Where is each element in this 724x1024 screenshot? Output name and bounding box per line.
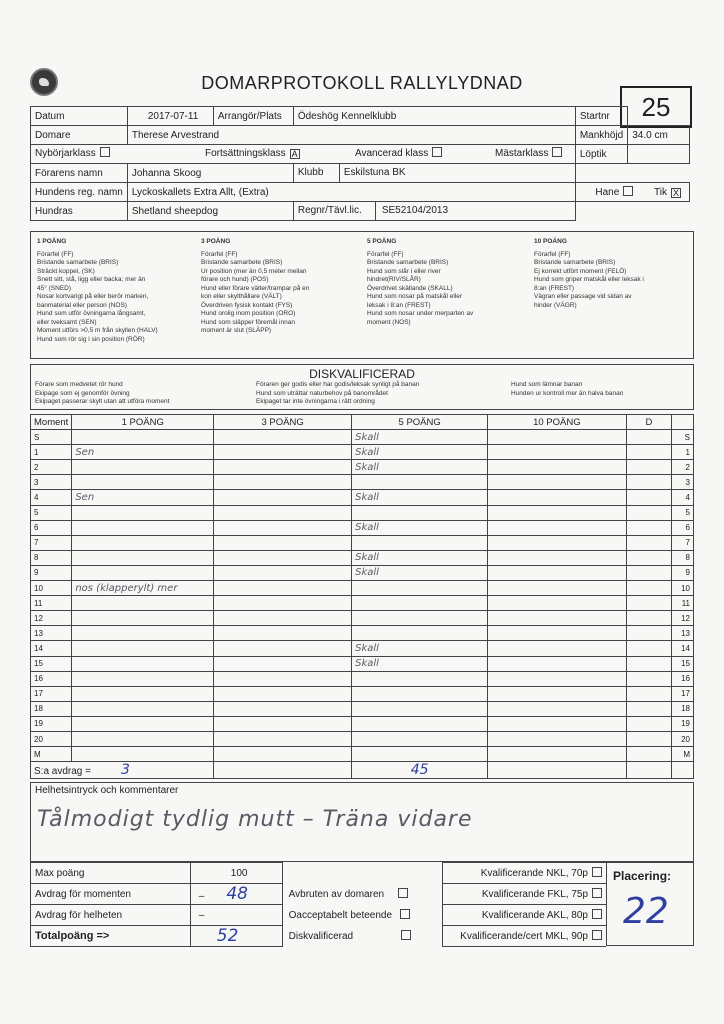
akl-checkbox[interactable] — [592, 909, 602, 919]
avancerad-label: Avancerad klass — [355, 148, 429, 159]
p5-cell[interactable]: Skall — [352, 445, 488, 460]
comments-label: Helhetsintryck och kommentarer — [35, 785, 179, 796]
table-row — [31, 656, 694, 671]
p10-cell[interactable] — [488, 671, 626, 686]
p3-cell[interactable] — [214, 641, 352, 656]
mkl-checkbox[interactable] — [592, 930, 602, 940]
table-row — [31, 505, 694, 520]
d-cell[interactable] — [626, 656, 672, 671]
comments-box — [30, 782, 694, 862]
p5-cell[interactable]: Skall — [352, 565, 488, 580]
p5-cell[interactable] — [352, 581, 488, 596]
table-row — [31, 520, 694, 535]
moment-number: 15 — [31, 656, 72, 671]
d-cell[interactable] — [626, 490, 672, 505]
p5-cell[interactable] — [352, 505, 488, 520]
hane-label: Hane — [595, 187, 620, 198]
table-row — [31, 731, 694, 746]
p3-cell[interactable] — [214, 656, 352, 671]
p5-cell[interactable]: Skall — [352, 460, 488, 475]
p10-cell[interactable] — [488, 716, 626, 731]
p5-cell[interactable] — [352, 671, 488, 686]
hundras-label: Hundras — [31, 202, 128, 221]
moment-number-right: 9 — [672, 565, 694, 580]
table-row — [31, 430, 694, 445]
p10-cell[interactable] — [488, 701, 626, 716]
d-cell[interactable] — [626, 626, 672, 641]
p1-cell[interactable]: nos (klapperylt) mer — [72, 581, 214, 596]
p5-cell[interactable] — [352, 535, 488, 550]
moment-number-right: 7 — [672, 535, 694, 550]
table-row — [31, 565, 694, 580]
moment-number-right: 11 — [672, 596, 694, 611]
avancerad-checkbox[interactable] — [432, 147, 442, 157]
table-row — [31, 596, 694, 611]
hane-checkbox[interactable] — [623, 186, 633, 196]
tot-value: 52 — [216, 926, 239, 946]
domare-value: Therese Arvestrand — [127, 126, 575, 145]
p10-cell[interactable] — [488, 626, 626, 641]
max-value: 100 — [190, 863, 282, 884]
sum-p1: 3 — [120, 762, 130, 779]
p10-header: 10 POÄNG — [488, 415, 626, 430]
nyborjar-label: Nybörjarklass — [35, 148, 96, 159]
table-row — [31, 550, 694, 565]
d-cell[interactable] — [626, 581, 672, 596]
loptik-label: Löptik — [575, 145, 627, 164]
p3-cell[interactable] — [214, 535, 352, 550]
mastar-label: Mästarklass — [495, 148, 549, 159]
table-row — [31, 460, 694, 475]
regnr-label: Regnr/Tävl.lic. — [294, 202, 376, 220]
p3-cell[interactable] — [214, 565, 352, 580]
placering-label: Placering: — [613, 869, 672, 883]
table-row — [31, 581, 694, 596]
moment-number-right: 17 — [672, 686, 694, 701]
avbruten-checkbox[interactable] — [398, 888, 408, 898]
tik-checkbox[interactable]: X — [672, 188, 679, 198]
moment-number-right: 12 — [672, 611, 694, 626]
mom-label: Avdrag för momenten — [31, 884, 191, 905]
p3-cell[interactable] — [214, 430, 352, 445]
avbruten-label: Avbruten av domaren — [288, 889, 385, 900]
page-title: DOMARPROTOKOLL RALLYLYDNAD — [201, 73, 523, 93]
p5-cell[interactable] — [352, 747, 488, 762]
moment-number: 8 — [31, 550, 72, 565]
d-cell[interactable] — [626, 716, 672, 731]
d-cell[interactable] — [626, 611, 672, 626]
moment-number: 16 — [31, 671, 72, 686]
table-row — [31, 475, 694, 490]
p1-cell[interactable] — [72, 716, 214, 731]
p10-cell[interactable] — [488, 490, 626, 505]
p5-cell[interactable]: Skall — [352, 641, 488, 656]
points-3-column: 3 POÄNG Förarfel (FF) Bristande samarbete (BRIS) Ur position (mer än 0,5 meter mellan förare och hund) (POS) Hund eller förare välter/trampar på en kon eller skylthållare (VÄLT) Överdriven fysisk kontakt (FYS) Hund orolig inom position (ORO) Hund som släpper föremål innan moment är slut (SLÄPP) — [201, 238, 310, 334]
moment-number-right: 18 — [672, 701, 694, 716]
p5-cell[interactable] — [352, 731, 488, 746]
moment-number-right: 20 — [672, 731, 694, 746]
moment-number-right: 5 — [672, 505, 694, 520]
p1-cell[interactable] — [72, 565, 214, 580]
p3-cell[interactable] — [214, 701, 352, 716]
p10-cell[interactable] — [488, 747, 626, 762]
d-cell[interactable] — [626, 671, 672, 686]
p1-cell[interactable] — [72, 596, 214, 611]
p3-cell[interactable] — [214, 611, 352, 626]
mastar-checkbox[interactable] — [552, 147, 562, 157]
p1-cell[interactable]: Sen — [72, 490, 214, 505]
table-row — [31, 701, 694, 716]
moment-number: 11 — [31, 596, 72, 611]
disk-checkbox[interactable] — [401, 930, 411, 940]
table-row — [31, 671, 694, 686]
moment-number-right: 6 — [672, 520, 694, 535]
nkl-checkbox[interactable] — [592, 867, 602, 877]
disk-col-1: Förare som medvetet rör hund Ekipage som ej genomför övning Ekipaget passerar skylt utan att utföra moment — [35, 381, 170, 405]
p1-cell[interactable] — [72, 535, 214, 550]
table-row — [31, 445, 694, 460]
p1-cell[interactable] — [72, 671, 214, 686]
moment-number: 1 — [31, 445, 72, 460]
moment-number-right: 13 — [672, 626, 694, 641]
p1-cell[interactable] — [72, 731, 214, 746]
moment-number-right: 8 — [672, 550, 694, 565]
moment-number: 6 — [31, 520, 72, 535]
sum-row — [31, 762, 694, 779]
header-table — [30, 106, 690, 221]
sum-label: S:a avdrag = — [34, 766, 91, 778]
points-10-column: 10 POÄNG Förarfel (FF) Bristande samarbete (BRIS) Ej korrekt utfört moment (FELÖ) Hund som griper matskål eller leksak i 8:an (FREST) Vägran eller passage vid sidan av hinder (VÄGR) — [534, 238, 644, 309]
p5-cell[interactable]: Skall — [352, 520, 488, 535]
mankhojd-value: 34.0 cm — [628, 126, 690, 145]
moment-number: S — [31, 430, 72, 445]
oacc-checkbox[interactable] — [400, 909, 410, 919]
p1-cell[interactable] — [72, 611, 214, 626]
p3-cell[interactable] — [214, 671, 352, 686]
moment-number: 14 — [31, 641, 72, 656]
moment-number-right: 10 — [672, 581, 694, 596]
p10-cell[interactable] — [488, 445, 626, 460]
comments-text: Tålmodigt tydlig mutt – Träna vidare — [37, 807, 473, 832]
p10-cell[interactable] — [488, 565, 626, 580]
hundras-value: Shetland sheepdog — [127, 202, 293, 221]
moment-number-right: 4 — [672, 490, 694, 505]
hund-value: Lyckoskallets Extra Allt, (Extra) — [127, 183, 575, 202]
table-row — [31, 747, 694, 762]
fkl-checkbox[interactable] — [592, 888, 602, 898]
table-row — [31, 686, 694, 701]
d-cell[interactable] — [626, 731, 672, 746]
mankhojd-label: Mankhöjd — [575, 126, 627, 145]
p5-cell[interactable]: Skall — [352, 430, 488, 445]
p5-cell[interactable]: Skall — [352, 550, 488, 565]
p3-cell[interactable] — [214, 445, 352, 460]
moment-number: 18 — [31, 701, 72, 716]
p10-cell[interactable] — [488, 641, 626, 656]
moment-number: 4 — [31, 490, 72, 505]
moment-number: 3 — [31, 475, 72, 490]
d-cell[interactable] — [626, 565, 672, 580]
startnr-value: 25 — [620, 86, 692, 128]
p1-cell[interactable] — [72, 520, 214, 535]
moment-number-right: 2 — [672, 460, 694, 475]
arrangor-value: Ödeshög Kennelklubb — [293, 107, 575, 126]
hund-label: Hundens reg. namn — [31, 183, 128, 202]
p1-cell[interactable] — [72, 686, 214, 701]
p1-header: 1 POÄNG — [72, 415, 214, 430]
table-row — [31, 641, 694, 656]
p10-cell[interactable] — [488, 460, 626, 475]
p5-cell[interactable] — [352, 475, 488, 490]
d-cell[interactable] — [626, 596, 672, 611]
hel-dash: – — [190, 905, 282, 926]
datum-value: 2017-07-11 — [127, 107, 213, 126]
p3-cell[interactable] — [214, 716, 352, 731]
klubb-label: Klubb — [294, 164, 340, 182]
p10-cell[interactable] — [488, 596, 626, 611]
placering-value: 22 — [623, 891, 669, 932]
moment-number-right: 15 — [672, 656, 694, 671]
d-cell[interactable] — [626, 686, 672, 701]
arrangor-label: Arrangör/Plats — [213, 107, 293, 126]
p5-cell[interactable] — [352, 611, 488, 626]
disk-label: Diskvalificerad — [288, 931, 354, 942]
klubb-value: Eskilstuna BK — [343, 167, 406, 178]
d-cell[interactable] — [626, 535, 672, 550]
moment-number: 5 — [31, 505, 72, 520]
moment-number: 19 — [31, 716, 72, 731]
forare-value: Johanna Skoog — [127, 164, 293, 183]
p1-cell[interactable] — [72, 641, 214, 656]
d-cell[interactable] — [626, 475, 672, 490]
p3-cell[interactable] — [214, 596, 352, 611]
p10-cell[interactable] — [488, 686, 626, 701]
p10-cell[interactable] — [488, 731, 626, 746]
table-row — [31, 626, 694, 641]
d-cell[interactable] — [626, 445, 672, 460]
p1-cell[interactable] — [72, 701, 214, 716]
p3-cell[interactable] — [214, 731, 352, 746]
d-cell[interactable] — [626, 460, 672, 475]
p5-cell[interactable]: Skall — [352, 656, 488, 671]
moment-number: 10 — [31, 581, 72, 596]
moment-number: 20 — [31, 731, 72, 746]
moment-number: 13 — [31, 626, 72, 641]
p3-cell[interactable] — [214, 460, 352, 475]
sum-p5: 45 — [410, 762, 429, 779]
fortsattning-checkbox[interactable]: A — [291, 149, 298, 159]
totals-table — [30, 862, 606, 947]
moment-number-right: 3 — [672, 475, 694, 490]
p1-cell[interactable] — [72, 505, 214, 520]
p1-cell[interactable] — [72, 747, 214, 762]
moment-number: 2 — [31, 460, 72, 475]
moment-number-right: 14 — [672, 641, 694, 656]
loptik-value — [628, 145, 690, 164]
moment-number-right: 19 — [672, 716, 694, 731]
p1-cell[interactable] — [72, 475, 214, 490]
p3-cell[interactable] — [214, 686, 352, 701]
p1-cell[interactable] — [72, 626, 214, 641]
p5-cell[interactable]: Skall — [352, 490, 488, 505]
p5-cell[interactable] — [352, 686, 488, 701]
p10-cell[interactable] — [488, 535, 626, 550]
disk-box — [30, 364, 694, 410]
domare-label: Domare — [31, 126, 128, 145]
placering-box — [606, 862, 694, 946]
moment-number-right: S — [672, 430, 694, 445]
fkl-label: Kvalificerande FKL, 75p — [481, 889, 588, 900]
p10-cell[interactable] — [488, 520, 626, 535]
p5-cell[interactable] — [352, 701, 488, 716]
nkl-label: Kvalificerande NKL, 70p — [480, 868, 588, 879]
moment-number-right: M — [672, 747, 694, 762]
forare-label: Förarens namn — [31, 164, 128, 183]
p3-cell[interactable] — [214, 520, 352, 535]
moment-header: Moment — [31, 415, 72, 430]
moment-number: 9 — [31, 565, 72, 580]
p3-cell[interactable] — [214, 505, 352, 520]
tik-label: Tik — [654, 187, 667, 198]
datum-label: Datum — [31, 107, 128, 126]
tot-label: Totalpoäng => — [31, 926, 191, 947]
p3-cell[interactable] — [214, 626, 352, 641]
points-box — [30, 231, 694, 359]
d-cell[interactable] — [626, 430, 672, 445]
moment-number-right: 16 — [672, 671, 694, 686]
p5-cell[interactable] — [352, 596, 488, 611]
table-row — [31, 490, 694, 505]
mom-value: 48 — [226, 884, 248, 904]
d-cell[interactable] — [626, 505, 672, 520]
hel-label: Avdrag för helheten — [31, 905, 191, 926]
nyborjar-checkbox[interactable] — [100, 147, 110, 157]
moment-number: 12 — [31, 611, 72, 626]
table-row — [31, 611, 694, 626]
points-5-column: 5 POÄNG Förarfel (FF) Bristande samarbete (BRIS) Hund som slår i eller river hindret(RIV/SLÅR) Överdrivet skällande (SKALL) Hund som nosar på matskål eller leksak i 8:an (FREST) Hund som nosar under merparten av moment (NOS) — [367, 238, 474, 326]
d-cell[interactable] — [626, 641, 672, 656]
p10-cell[interactable] — [488, 430, 626, 445]
d-cell[interactable] — [626, 520, 672, 535]
p3-cell[interactable] — [214, 490, 352, 505]
disk-title: DISKVALIFICERAD — [309, 367, 415, 381]
p10-cell[interactable] — [488, 475, 626, 490]
p1-cell[interactable] — [72, 430, 214, 445]
p10-cell[interactable] — [488, 505, 626, 520]
fortsattning-label: Fortsättningsklass — [205, 148, 286, 159]
p10-cell[interactable] — [488, 550, 626, 565]
p1-cell[interactable] — [72, 550, 214, 565]
max-label: Max poäng — [31, 863, 191, 884]
oacc-label: Oacceptabelt beteende — [288, 910, 393, 921]
p1-cell[interactable]: Sen — [72, 445, 214, 460]
p3-cell[interactable] — [214, 581, 352, 596]
d-cell[interactable] — [626, 701, 672, 716]
table-row — [31, 535, 694, 550]
p3-cell[interactable] — [214, 747, 352, 762]
p5-cell[interactable] — [352, 626, 488, 641]
moment-number-right: 1 — [672, 445, 694, 460]
moment-number: 17 — [31, 686, 72, 701]
startnr-label: Startnr — [575, 107, 627, 126]
p1-cell[interactable] — [72, 460, 214, 475]
p5-header: 5 POÄNG — [352, 415, 488, 430]
p3-header: 3 POÄNG — [214, 415, 352, 430]
akl-label: Kvalificerande AKL, 80p — [481, 910, 588, 921]
moment-table — [30, 414, 694, 779]
moment-number: 7 — [31, 535, 72, 550]
p5-cell[interactable] — [352, 716, 488, 731]
p10-cell[interactable] — [488, 611, 626, 626]
moment-number: M — [31, 747, 72, 762]
p10-cell[interactable] — [488, 656, 626, 671]
regnr-value: SE52104/2013 — [381, 205, 449, 216]
points-1-column: 1 POÄNG Förarfel (FF) Bristande samarbete (BRIS) Sträckt koppel, (SK) Snett sitt, stå, ligg eller backa; mer än 45° (SNED) Nosar kortvarigt på eller berör marken, banmaterial eller person (NOS) Hund som utför övningarna långsamt, eller tveksamt (SEN) Moment utförs >0,5 m från skyllen (HALV) Hund som rör sig i sin position (RÖR) — [37, 238, 158, 343]
disk-col-2: Föraren ger godis eller har godis/leksak synligt på banan Hund som uträttar naturbehov på banområdet Ekipaget tar inte övningarna i rätt ordning — [256, 381, 420, 405]
d-cell[interactable] — [626, 550, 672, 565]
p10-cell[interactable] — [488, 581, 626, 596]
p1-cell[interactable] — [72, 656, 214, 671]
p3-cell[interactable] — [214, 475, 352, 490]
disk-col-3: Hund som lämnar banan Hunden ur kontroll mer än halva banan — [511, 381, 624, 397]
mom-dash: – — [198, 891, 205, 902]
table-row — [31, 716, 694, 731]
d-header: D — [626, 415, 672, 430]
d-cell[interactable] — [626, 747, 672, 762]
mkl-label: Kvalificerande/cert MKL, 90p — [460, 931, 588, 942]
p3-cell[interactable] — [214, 550, 352, 565]
